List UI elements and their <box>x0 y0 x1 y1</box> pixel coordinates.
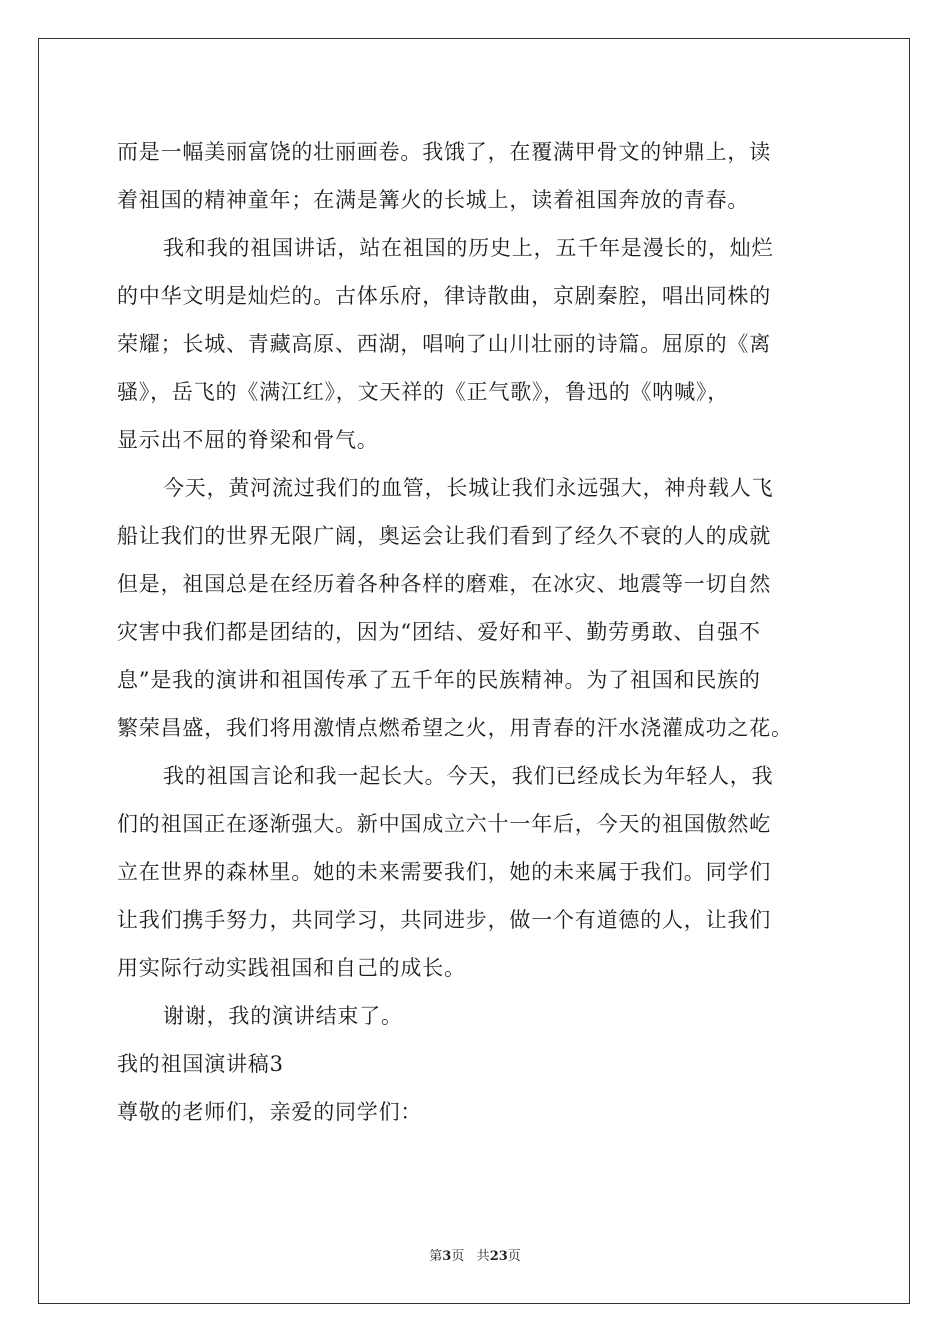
paragraph-start-line: 我和我的祖国讲话，站在祖国的历史上，五千年是漫长的，灿烂 <box>163 236 774 260</box>
text-line: 们的祖国正在逐渐强大。新中国成立六十一年后，今天的祖国傲然屹 <box>117 812 771 836</box>
text-line: 息”是我的演讲和祖国传承了五千年的民族精神。为了祖国和民族的 <box>117 668 761 692</box>
text-line: 的中华文明是灿烂的。古体乐府，律诗散曲，京剧秦腔，唱出同株的 <box>117 284 771 308</box>
page-footer <box>0 1245 950 1264</box>
document-body <box>117 128 847 1136</box>
text-line: 立在世界的森林里。她的未来需要我们，她的未来属于我们。同学们 <box>117 860 771 884</box>
salutation-line: 尊敬的老师们，亲爱的同学们： <box>117 1100 423 1124</box>
page-number: 3 <box>442 1249 452 1264</box>
text-line: 繁荣昌盛，我们将用激情点燃希望之火，用青春的汗水浇灌成功之花。 <box>117 716 793 740</box>
text-line: 着祖国的精神童年；在满是篝火的长城上，读着祖国奔放的青春。 <box>117 188 750 212</box>
total-pages: 23 <box>489 1249 508 1264</box>
text-line: 但是，祖国总是在经历着各种各样的磨难，在冰灾、地震等一切自然 <box>117 572 771 596</box>
text-line: 显示出不屈的脊梁和骨气。 <box>117 428 379 452</box>
page-prefix: 第 <box>429 1249 443 1264</box>
text-line: 荣耀；长城、青藏高原、西湖，唱响了山川壮丽的诗篇。屈原的《离 <box>117 332 771 356</box>
total-prefix: 共 <box>476 1249 490 1264</box>
page-suffix: 页 <box>451 1249 465 1264</box>
text-line: 灾害中我们都是团结的，因为“团结、爱好和平、勤劳勇敢、自强不 <box>117 620 761 644</box>
paragraph-start-line: 谢谢，我的演讲结束了。 <box>163 1004 403 1028</box>
text-line: 骚》，岳飞的《满江红》，文天祥的《正气歌》，鲁迅的《呐喊》， <box>117 380 729 404</box>
text-line: 让我们携手努力，共同学习，共同进步，做一个有道德的人，让我们 <box>117 908 771 932</box>
paragraph-start-line: 我的祖国言论和我一起长大。今天，我们已经成长为年轻人，我 <box>163 764 774 788</box>
total-suffix: 页 <box>507 1249 521 1264</box>
section-heading: 我的祖国演讲稿3 <box>117 1052 284 1076</box>
paragraph-start-line: 今天，黄河流过我们的血管，长城让我们永远强大，神舟载人飞 <box>163 476 774 500</box>
text-line: 而是一幅美丽富饶的壮丽画卷。我饿了，在覆满甲骨文的钟鼎上，读 <box>117 140 771 164</box>
text-line: 用实际行动实践祖国和自己的成长。 <box>117 956 466 980</box>
text-line: 船让我们的世界无限广阔，奥运会让我们看到了经久不衰的人的成就 <box>117 524 771 548</box>
